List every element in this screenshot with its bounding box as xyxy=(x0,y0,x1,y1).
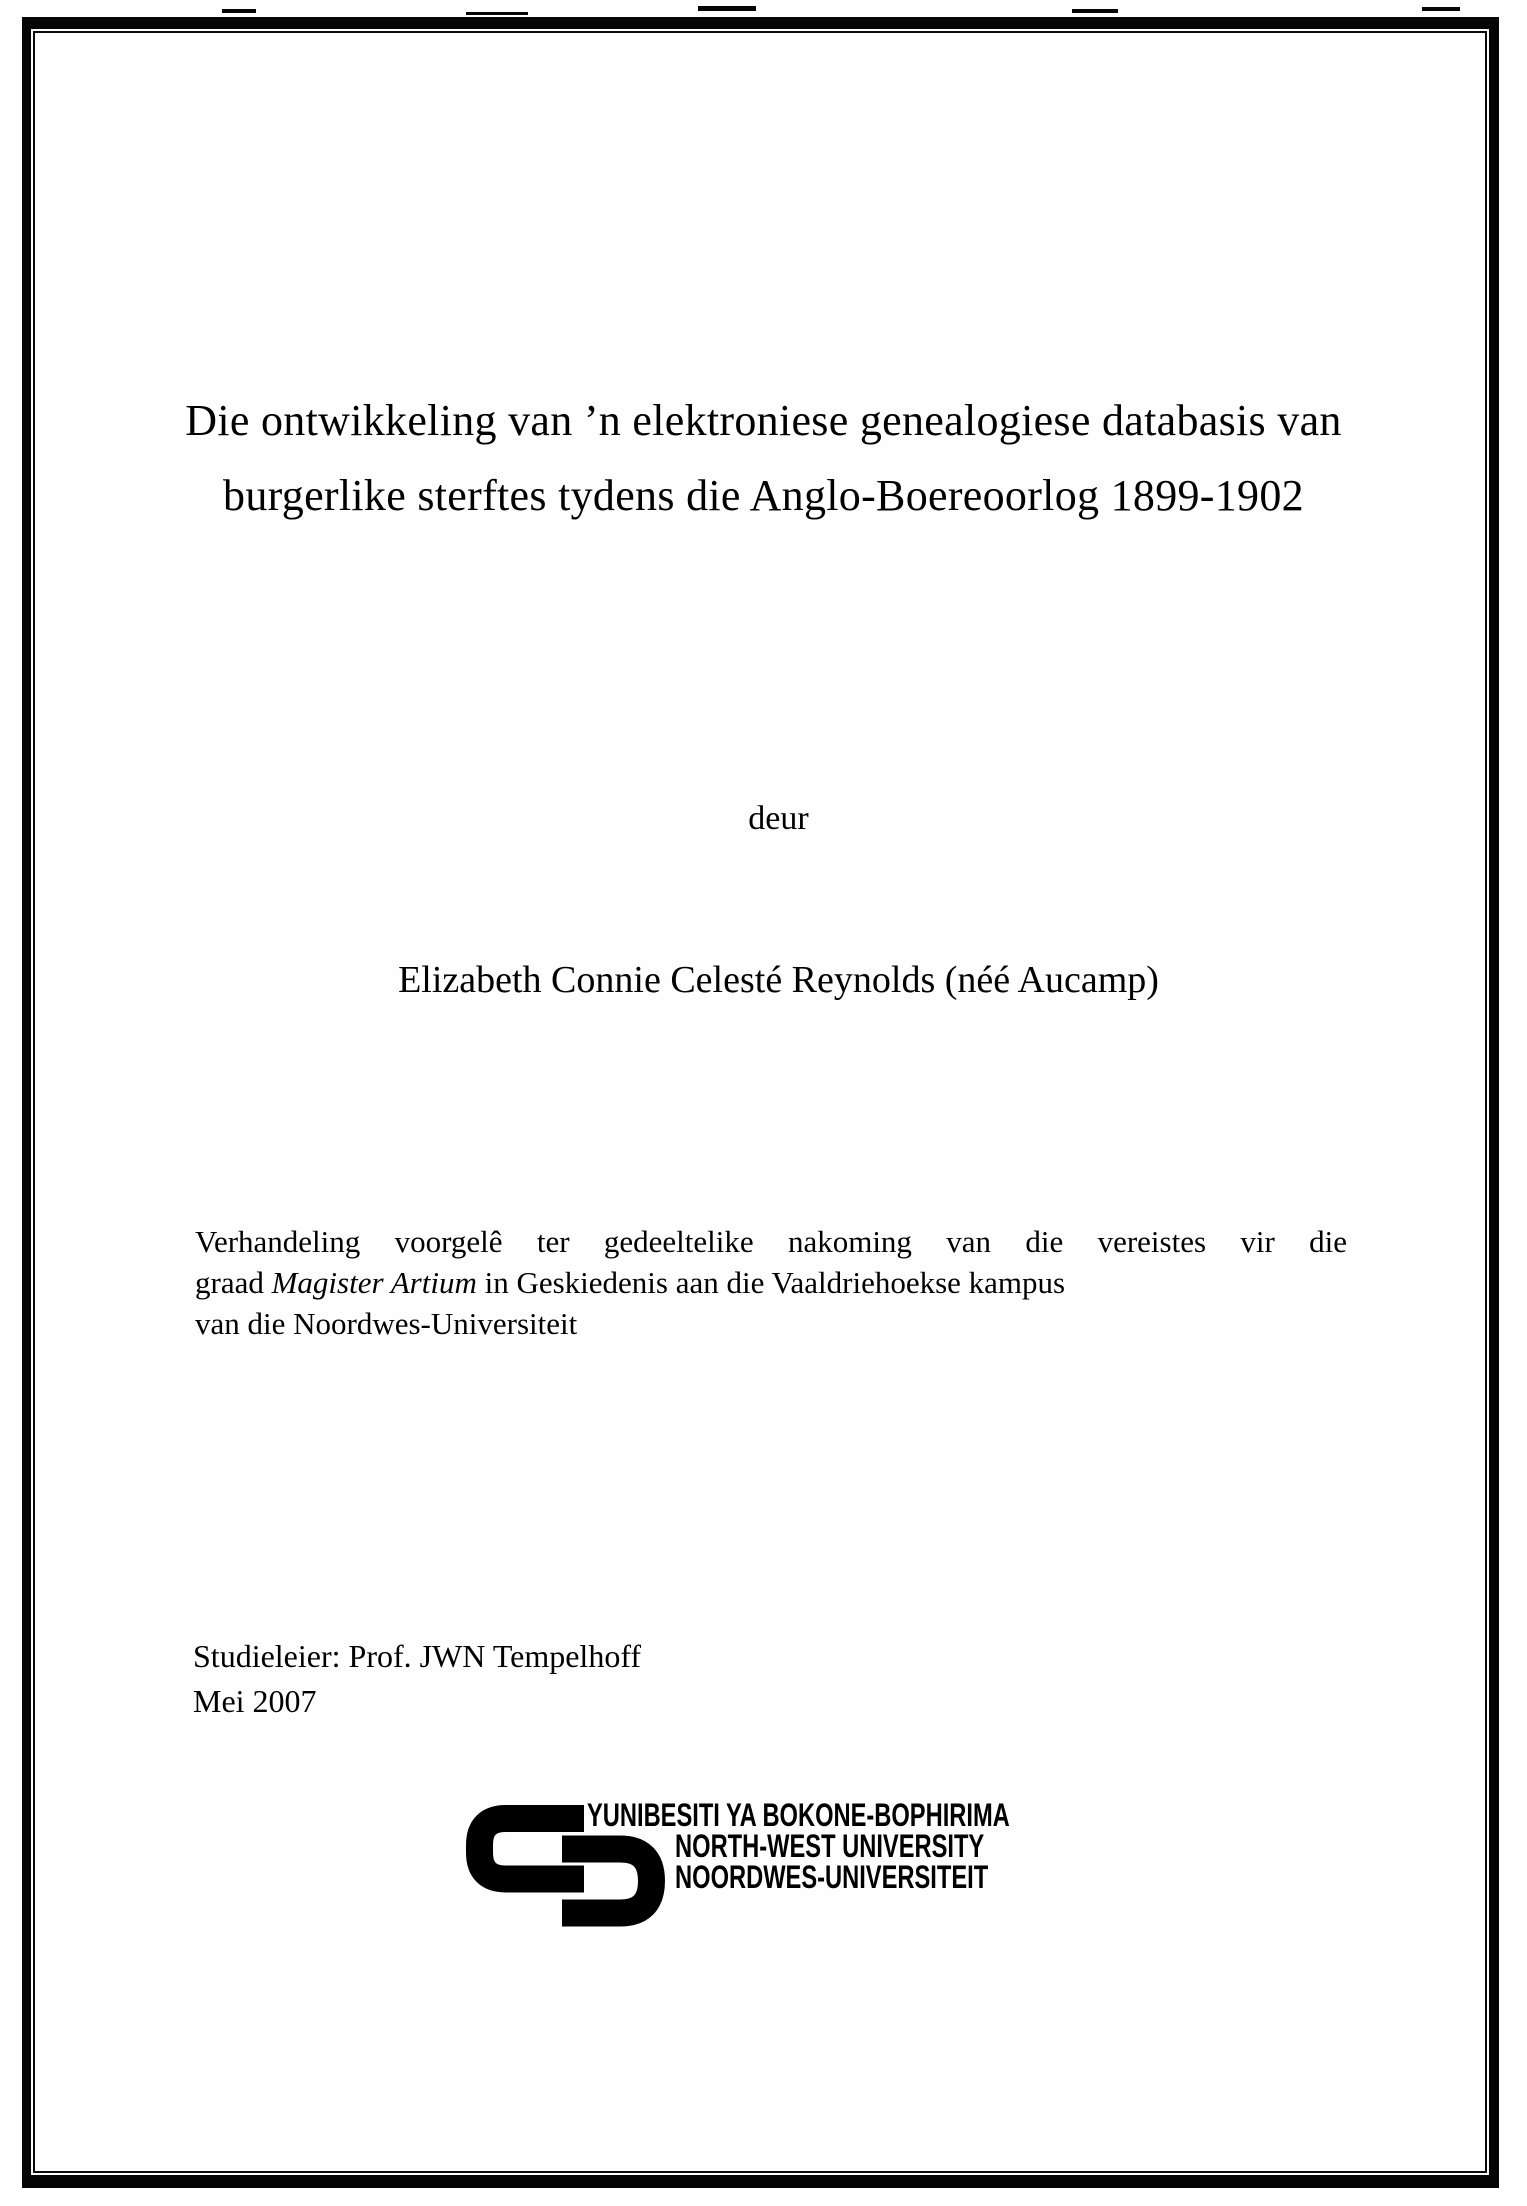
statement-line2-pre: graad xyxy=(195,1265,272,1300)
university-name-english: NORTH-WEST UNIVERSITY xyxy=(675,1828,985,1864)
thesis-title xyxy=(60,383,1467,533)
thesis-statement-line3: van die Noordwes-Universiteit xyxy=(195,1306,578,1341)
thesis-statement-line2 xyxy=(195,1262,1347,1303)
university-name-afrikaans: NOORDWES-UNIVERSITEIT xyxy=(675,1859,989,1895)
scan-artifact xyxy=(698,6,756,11)
university-wordmark xyxy=(587,1797,1010,1895)
thesis-statement-line1: Verhandeling voorgelê ter gedeeltelike nakoming van die vereistes vir die xyxy=(195,1224,1347,1259)
statement-line2-post: in Geskiedenis aan die Vaaldriehoekse kampus xyxy=(476,1265,1066,1300)
supervisor-line: Studieleier: Prof. JWN Tempelhoff xyxy=(193,1638,642,1674)
scan-artifact xyxy=(466,12,528,15)
scan-artifact xyxy=(1072,9,1118,13)
thesis-statement xyxy=(195,1221,1347,1344)
university-name-setswana: YUNIBESITI YA BOKONE-BOPHIRIMA xyxy=(587,1797,1010,1833)
byline: deur xyxy=(748,800,809,837)
scan-artifact xyxy=(222,9,256,13)
author-name: Elizabeth Connie Celesté Reynolds (néé Aucamp) xyxy=(398,959,1159,1001)
scan-artifact xyxy=(1422,7,1460,11)
supervisor-block xyxy=(193,1634,641,1724)
thesis-title-line1: Die ontwikkeling van ’n elektroniese genealogiese databasis van xyxy=(185,396,1342,445)
thesis-title-line2: burgerlike sterftes tydens die Anglo-Boereoorlog 1899-1902 xyxy=(223,471,1304,520)
date-line: Mei 2007 xyxy=(193,1683,317,1719)
degree-name: Magister Artium xyxy=(271,1265,477,1300)
